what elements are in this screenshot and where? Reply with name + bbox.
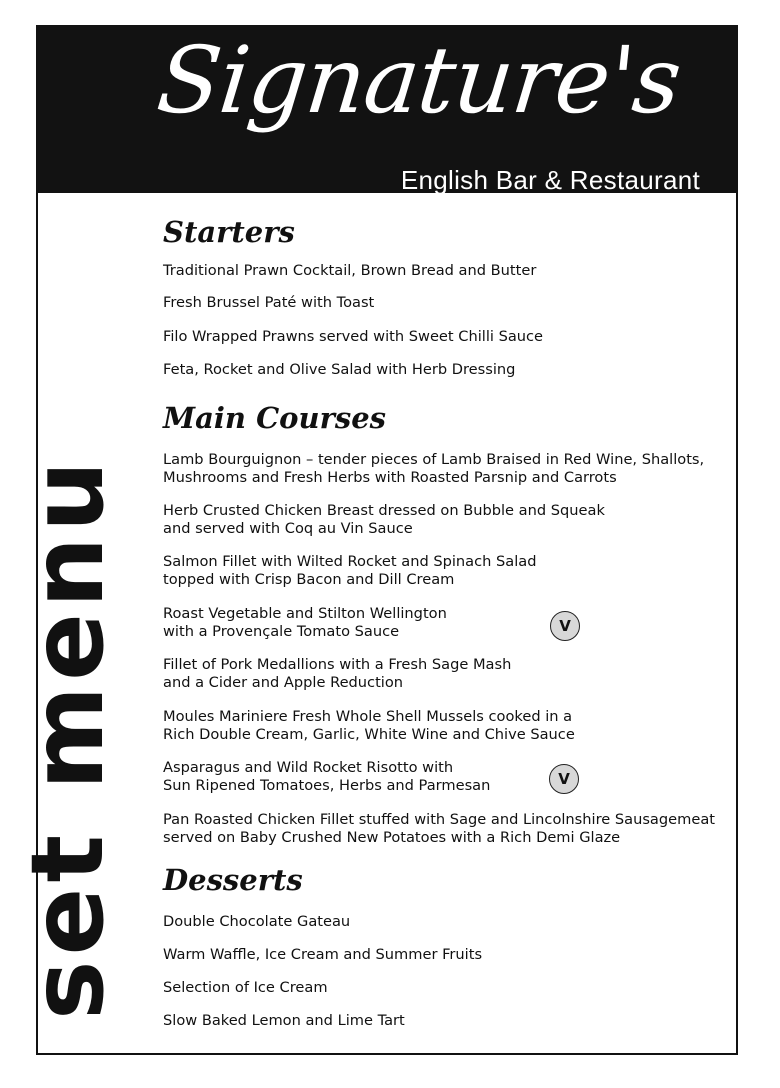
brand-logo: Signature's [152,27,686,134]
starter-item: Feta, Rocket and Olive Salad with Herb Dressing [163,361,516,378]
main-item: Herb Crusted Chicken Breast dressed on Bubble and Squeak and served with Coq au Vin Sauce [163,502,605,537]
main-item: Roast Vegetable and Stilton Wellington with a Provençale Tomato Sauce [163,605,447,640]
dessert-item: Double Chocolate Gateau [163,913,351,930]
vegetarian-badge: V [549,764,579,794]
dessert-item: Selection of Ice Cream [163,979,328,996]
header-banner [36,25,738,193]
main-item: Lamb Bourguignon – tender pieces of Lamb Braised in Red Wine, Shallots, Mushrooms and Fresh Herbs with Roasted Parsnip and Carrots [163,451,705,486]
main-item: Pan Roasted Chicken Fillet stuffed with Sage and Lincolnshire Sausagemeat served on Baby Crushed New Potatoes with a Rich Demi Glaze [163,811,715,846]
main-item: Asparagus and Wild Rocket Risotto with Sun Ripened Tomatoes, Herbs and Parmesan [163,759,491,794]
restaurant-subtitle: English Bar & Restaurant [400,165,700,195]
starters-heading: Starters [163,215,295,249]
dessert-item: Slow Baked Lemon and Lime Tart [163,1012,405,1029]
dessert-item: Warm Waffle, Ice Cream and Summer Fruits [163,946,483,963]
starter-item: Filo Wrapped Prawns served with Sweet Chilli Sauce [163,328,544,345]
set-menu-vertical-label: set menu [9,455,126,1020]
main-item: Moules Mariniere Fresh Whole Shell Mussels cooked in a Rich Double Cream, Garlic, White Wine and Chive Sauce [163,708,575,743]
main-item: Salmon Fillet with Wilted Rocket and Spinach Salad topped with Crisp Bacon and Dill Cream [163,553,537,588]
main-item: Fillet of Pork Medallions with a Fresh Sage Mash and a Cider and Apple Reduction [163,656,512,691]
starter-item: Fresh Brussel Paté with Toast [163,294,375,311]
vegetarian-badge: V [550,611,580,641]
starter-item: Traditional Prawn Cocktail, Brown Bread and Butter [163,262,537,279]
desserts-heading: Desserts [163,863,303,897]
main-courses-heading: Main Courses [163,401,386,435]
